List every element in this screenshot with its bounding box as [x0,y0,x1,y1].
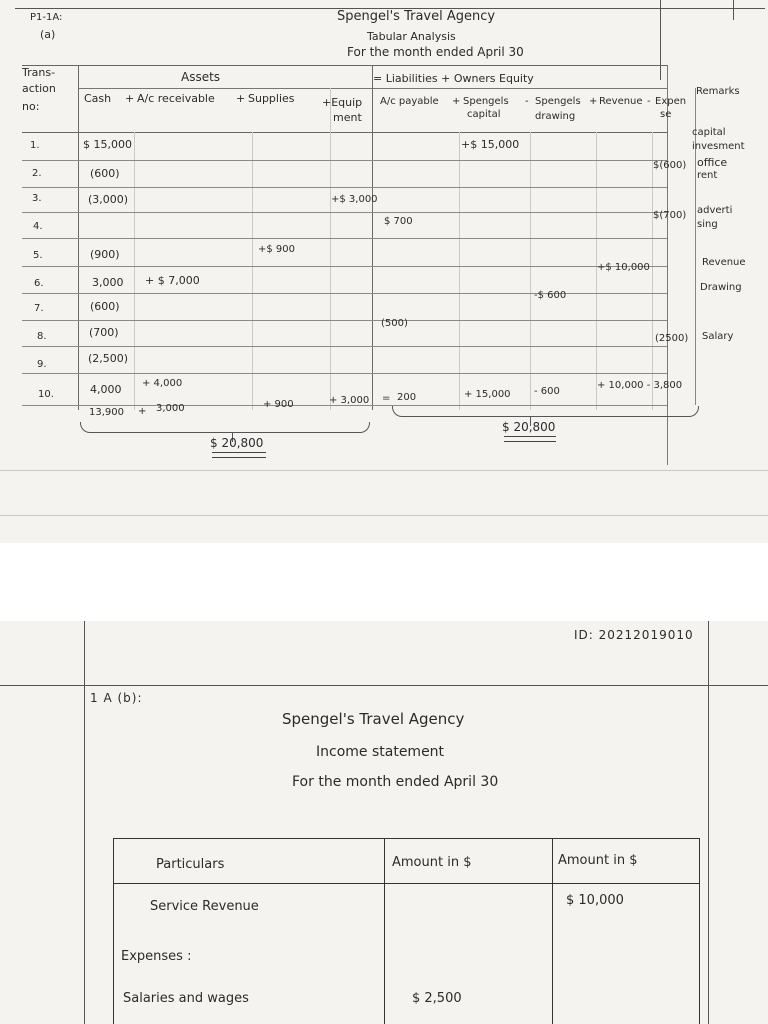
amount-cell: $ 2,500 [412,991,462,1006]
supplies-cell: +$ 900 [258,244,296,255]
remark-cell: invesment [692,141,745,152]
row-number: 9. [37,359,47,370]
expense-cell: $(700) [653,210,687,221]
expense-cell: (2500) [655,333,689,344]
remark-cell: office [697,156,728,169]
equipment-header-1: +Equip [322,96,363,109]
cash-cell: (600) [90,300,120,313]
total-ap: 200 [397,392,417,403]
total-ar: 3,000 [156,403,185,414]
plus-sign: + [138,406,147,417]
row-number: 5. [33,250,43,261]
remark-cell: sing [697,219,718,230]
income-statement-page [0,621,768,1024]
report-period: For the month ended April 30 [347,45,524,59]
double-underline [212,452,266,458]
particulars-cell: Service Revenue [150,899,259,914]
problem-reference: P1-1A: [30,12,63,23]
part-label: (a) [40,28,56,41]
cash-header: Cash [84,92,112,105]
remark-cell: capital [692,127,726,138]
assets-brace [80,422,370,433]
cash-cell: (3,000) [88,193,129,206]
revenue-header: Revenue [599,96,643,107]
plus-sign: + [589,96,598,107]
drawing-cell: -$ 600 [534,290,567,301]
column-header-particulars: Particulars [156,857,225,872]
equation-header: = Liabilities + Owners Equity [373,72,534,85]
plus-sign: + [125,92,135,105]
equipment-header-2: ment [333,111,362,124]
capital-header-2: capital [467,109,501,120]
capital-cell: +$ 15,000 [461,138,520,151]
particulars-cell: Salaries and wages [123,991,249,1006]
income-statement-table [113,838,700,1024]
trans-header-1: Trans- [22,66,56,79]
expense-header-1: Expen [655,96,687,107]
amount-cell: $ 10,000 [566,893,624,908]
ar-cell: + $ 7,000 [145,274,200,287]
revenue-cell: +$ 10,000 [597,262,650,273]
drawing-header-2: drawing [535,111,576,122]
trans-header-3: no: [22,100,40,113]
capital-header-1: Spengels [463,96,509,107]
row-number: 2. [32,168,42,179]
remark-cell: Drawing [700,282,742,293]
remark-cell: adverti [697,205,733,216]
remark-cell: Revenue [702,257,746,268]
cash-cell: $ 15,000 [83,138,132,151]
ar-header: A/c receivable [137,92,215,105]
liabilities-equity-brace [392,406,699,417]
total-drawing: - 600 [534,386,560,397]
row-number: 3. [32,193,42,204]
assets-header: Assets [181,70,221,84]
remark-cell: Salary [702,331,734,342]
student-id: ID: 20212019010 [574,628,694,642]
equals-sign: = [382,393,391,404]
row-number: 1. [30,140,40,151]
row-number: 10. [38,389,54,400]
total-capital: + 15,000 [464,389,511,400]
total-supplies: + 900 [263,399,294,410]
double-underline [504,436,556,442]
total-revenue-expense: + 10,000 - 3,800 [597,380,683,391]
ap-cell: (500) [381,318,408,329]
statement-period: For the month ended April 30 [292,774,499,790]
total-liabilities-equity: $ 20,800 [502,420,556,434]
remark-cell: rent [697,170,718,181]
total-equipment: + 3,000 [329,395,370,406]
plus-sign: + [452,96,461,107]
supplies-header: Supplies [248,92,295,105]
cash-cell: (700) [89,326,119,339]
plus-sign: + [236,92,246,105]
row-number: 6. [34,278,44,289]
ap-cell: $ 700 [384,216,413,227]
minus-sign: - [525,96,529,107]
report-subtitle: Tabular Analysis [367,30,456,43]
cash-cell: 3,000 [92,276,124,289]
total-assets: $ 20,800 [210,436,264,450]
cash-cell: (2,500) [88,352,129,365]
row-number: 7. [34,303,44,314]
expense-cell: $(600) [653,160,687,171]
cash-cell: (600) [90,167,120,180]
row-number: 8. [37,331,47,342]
particulars-cell: Expenses : [121,949,192,964]
company-title: Spengel's Travel Agency [337,9,496,24]
remarks-header: Remarks [696,86,740,97]
column-header-amount: Amount in $ [392,855,472,870]
drawing-header-1: Spengels [535,96,581,107]
expense-header-2: se [660,109,672,120]
trans-header-2: action [22,82,56,95]
equipment-cell: +$ 3,000 [331,194,378,205]
column-header-amount: Amount in $ [558,853,638,868]
row-number: 4. [33,221,43,232]
minus-sign: - [647,96,651,107]
part-label: 1 A (b): [90,691,143,705]
company-title: Spengel's Travel Agency [282,710,465,728]
statement-title: Income statement [316,744,445,760]
ar-cell: + 4,000 [142,378,183,389]
cash-cell: 4,000 [90,383,122,396]
cash-cell: (900) [90,248,120,261]
ap-header: A/c payable [380,96,439,107]
total-cash: 13,900 [89,407,124,418]
